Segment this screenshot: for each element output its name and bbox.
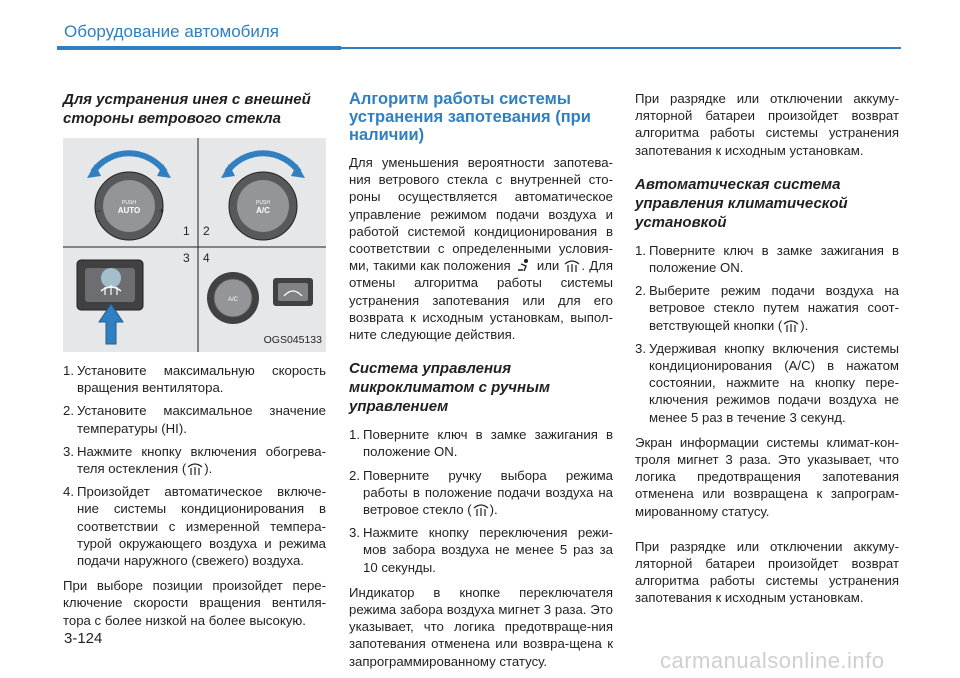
list-item: 1. Поверните ключ в замке зажигания в положение ON. [349, 427, 613, 460]
svg-text:2: 2 [203, 224, 210, 238]
svg-text:3: 3 [183, 251, 190, 265]
col3-paragraph-2: Экран информации системы климат-кон-троля мигнет 3 раза. Это указывает, что логика предотвращения запотевания отменена или возвращена к запрограм-мированному статусу. [635, 434, 899, 519]
header-rule-thin [341, 47, 901, 49]
svg-text:4: 4 [203, 251, 210, 265]
list-item: 3. Нажмите кнопку переключения режи-мов забора воздуха не менее 5 раз за 10 секунды. [349, 525, 613, 575]
column-1 [63, 90, 326, 637]
svg-text:PUSH: PUSH [122, 200, 136, 206]
list-item: 1. Установите максимальную скорость вращения вентилятора. [63, 363, 326, 396]
col2-subheading: Система управления микроклиматом с ручным управлением [349, 360, 550, 416]
fan-knob-icon [87, 153, 171, 240]
defrost-button-illustration [77, 260, 143, 310]
defrost-icon [563, 258, 581, 273]
svg-text:1: 1 [183, 224, 190, 238]
defrost-icon [186, 461, 204, 476]
list-item: 2. Установите максимальное значение температуры (HI). [63, 403, 326, 436]
svg-text:AUTO: AUTO [117, 206, 141, 215]
svg-text:+: + [159, 206, 165, 216]
header-rule [57, 46, 341, 50]
temperature-knob-icon [221, 153, 305, 240]
col2-steps [349, 426, 613, 576]
list-item: 2. Поверните ручку выбора режима работы в положение подачи воздуха на ветровое стекло ( ). [349, 467, 613, 518]
list-item: 2. Выберите режим подачи воздуха на ветровое стекло путем нажатия соот-ветствующей кнопки ( ). [635, 283, 899, 333]
defrost-icon [782, 318, 800, 333]
col3-heading: Автоматическая система управления климатической установкой [635, 175, 848, 231]
list-item: 3. Нажмите кнопку включения обогрева-теля остекления ( ). [63, 443, 326, 477]
page-number: 3-124 [64, 630, 103, 647]
svg-text:A/C: A/C [227, 297, 239, 303]
recirculation-button-icon [273, 278, 313, 306]
figure-code: OGS045133 [263, 333, 322, 346]
watermark: carmanualsonline.info [660, 648, 885, 673]
list-item: 1. Поверните ключ в замке зажигания в положение ON. [635, 242, 899, 276]
column-2 [349, 90, 613, 678]
col2-heading: Алгоритм работы системы устранения запотевания (при наличии) [349, 90, 591, 144]
column-3 [635, 90, 899, 615]
svg-text:−: − [96, 206, 102, 216]
col3-steps [635, 242, 899, 426]
ac-knob-icon [207, 272, 259, 324]
list-item: 3. Удерживая кнопку включения системы кондиционирования (A/C) в нажатом состоянии, нажмите на кнопку пере-ключения режимов подачи воздуха не менее 5 раз в течение 3 секунд. [635, 340, 899, 425]
section-title: Оборудование автомобиля [64, 22, 280, 41]
floor-defrost-icon [515, 258, 533, 273]
col2-paragraph-2: Индикатор в кнопке переключателя режима забора воздуха мигнет 3 раза. Это указывает, что логика предотвраще-ния запотевания отменена или возвра-щена к запрограммированному статусу. [349, 584, 613, 669]
defrost-icon [472, 502, 490, 517]
col1-heading: Для устранения инея с внешней стороны ветрового стекла [63, 91, 311, 127]
col1-paragraph: При выборе позиции произойдет пере-ключение скорости вращения вентиля-тора с более низкой на более высокую. [63, 578, 326, 628]
col1-steps [63, 362, 326, 569]
list-item: 4. Произойдет автоматическое включе-ние системы кондиционирования в соответствии с измеренной темпера-турой окружающего воздуха и режима подачи наружного (свежего) воздуха. [63, 484, 326, 569]
svg-text:PUSH: PUSH [256, 200, 270, 206]
col2-paragraph-1: Для уменьшения вероятности запотева-ния ветрового стекла с внутренней сто-роны осуществляется автоматическое управление режимом подачи воздуха и работой системой кондиционирования в соответствии с определенными условия-ми, такими как положения или . Для отмены алгоритма работы системы устранения запотевания или для его возврата к исходным установкам, выпол-ните следующие действия. [349, 155, 613, 343]
climate-control-figure [63, 138, 326, 352]
col3-paragraph-3: При разрядке или отключении аккуму-ляторной батареи произойдет возврат алгоритма работы системы устранения запотевания к исходным установкам. [635, 538, 899, 606]
col3-paragraph-1: При разрядке или отключении аккуму-ляторной батареи произойдет возврат алгоритма работы системы устранения запотевания к исходным установкам. [635, 91, 899, 158]
svg-text:A/C: A/C [256, 206, 270, 215]
